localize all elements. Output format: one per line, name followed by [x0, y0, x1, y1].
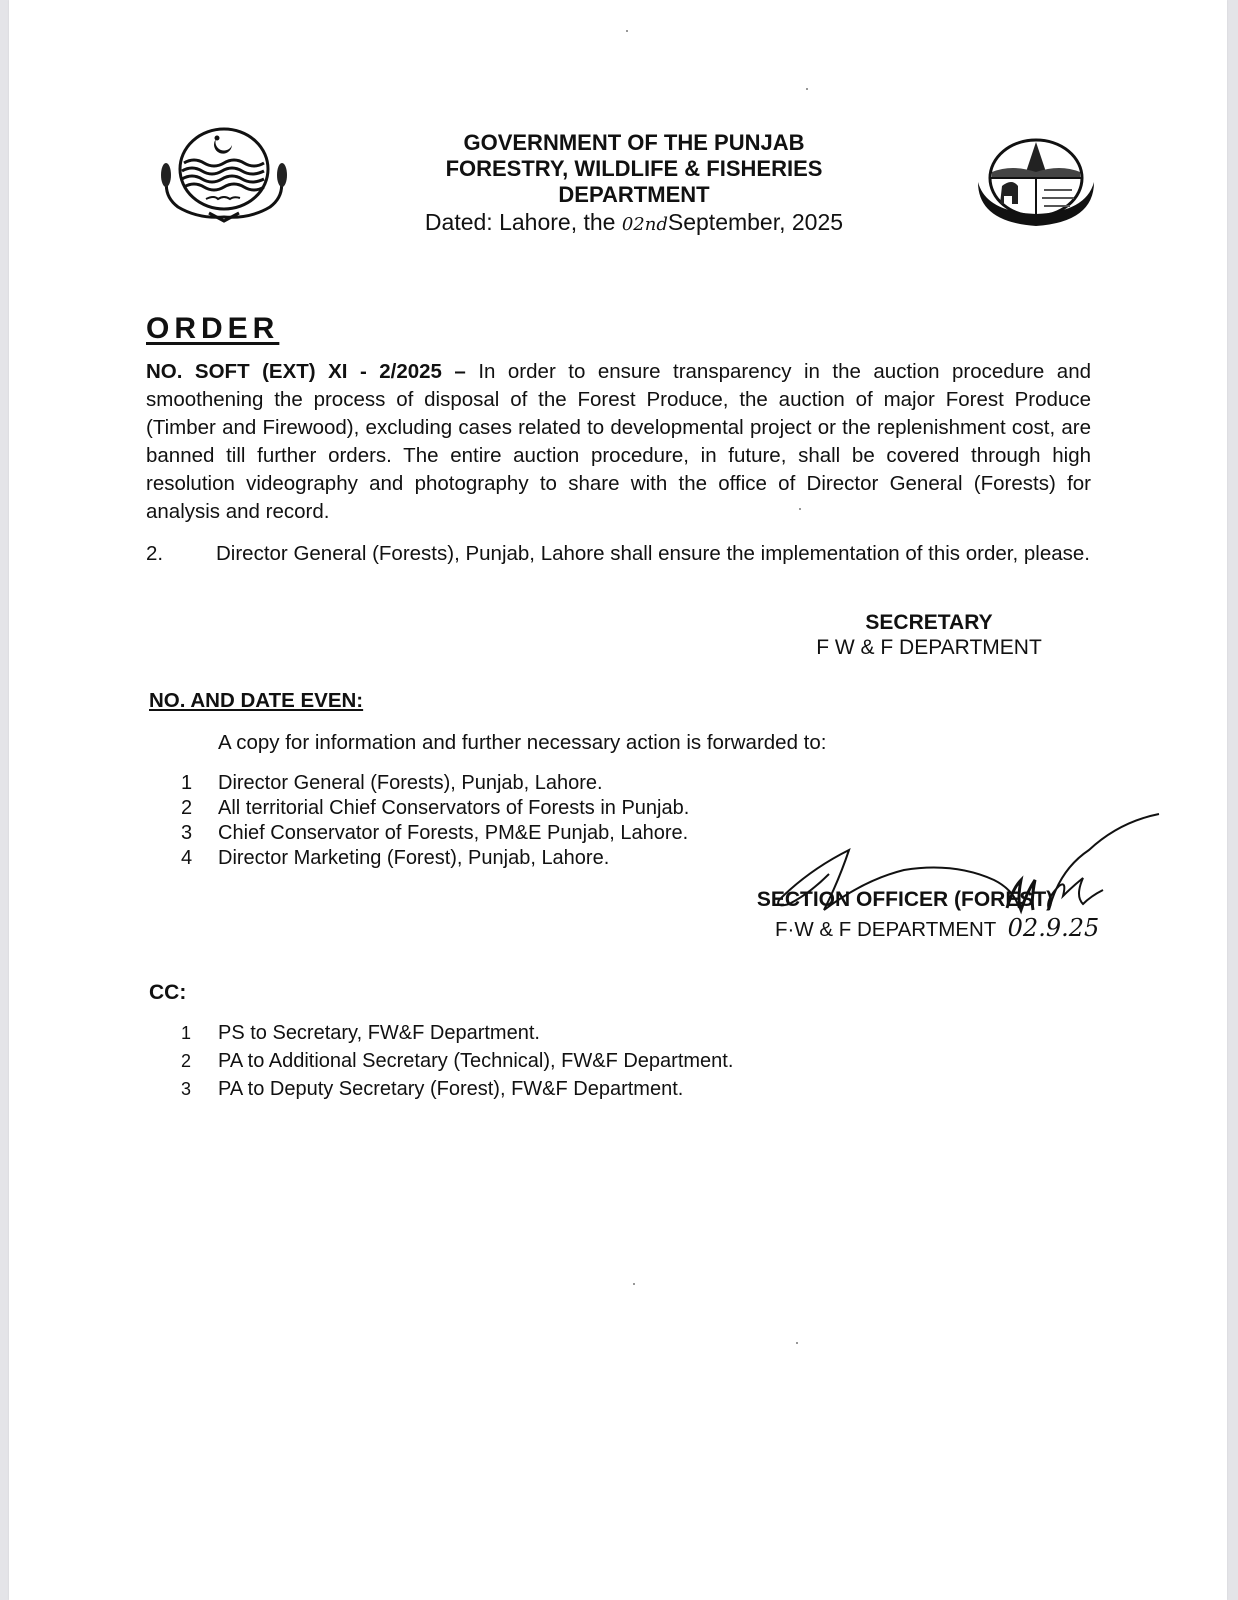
scan-speck — [633, 1283, 635, 1285]
paragraph-number: 2. — [146, 542, 164, 565]
scan-speck — [626, 30, 628, 32]
order-paragraph-2 — [146, 540, 1091, 568]
list-item: 2 PA to Additional Secretary (Technical), FW&F Department. — [181, 1050, 734, 1072]
cc-label: CC: — [149, 981, 187, 1004]
order-body: In order to ensure transparency in the auction procedure and smoothening the process of disposal of the Forest Produce, the auction of major Forest Produce (Timber and Firewood), excluding cases related to developmental project or the replenishment cost, are banned till further orders. The entire auction procedure, in future, shall be covered through high resolution videography and photography to share with the office of Director General (Forests) for analysis and record. — [146, 360, 1091, 523]
list-item: 3 PA to Deputy Secretary (Forest), FW&F Department. — [181, 1078, 684, 1100]
punjab-government-emblem-icon — [154, 125, 294, 225]
header-government-title: GOVERNMENT OF THE PUNJAB — [463, 130, 805, 155]
scan-speck — [799, 508, 801, 510]
cc-list — [181, 1019, 733, 1103]
list-item: 3 Chief Conservator of Forests, PM&E Punjab, Lahore. — [181, 822, 689, 844]
list-item: 2 All territorial Chief Conservators of Forests in Punjab. — [181, 797, 690, 819]
header-date — [309, 209, 959, 236]
paragraph-2-text: Director General (Forests), Punjab, Lahore shall ensure the implementation of this order, please. — [216, 542, 1090, 565]
secretary-title: SECRETARY — [865, 611, 993, 634]
order-title: ORDER — [146, 312, 280, 345]
order-number: NO. SOFT (EXT) XI - 2/2025 – — [146, 360, 466, 383]
list-item: 4 Director Marketing (Forest), Punjab, Lahore. — [181, 847, 610, 869]
forestry-department-emblem-icon — [964, 128, 1109, 230]
scan-speck — [806, 88, 808, 90]
date-prefix: Dated: Lahore, the — [424, 209, 622, 235]
recipient-list — [181, 771, 689, 871]
header-department-title-2: DEPARTMENT — [558, 182, 710, 207]
handwritten-sign-date: 02.9.25 — [1007, 914, 1100, 942]
order-paragraph-1 — [146, 358, 1091, 526]
secretary-department: F W & F DEPARTMENT — [816, 636, 1042, 659]
endorsement-heading: NO. AND DATE EVEN: — [149, 689, 364, 712]
section-officer-title: SECTION OFFICER (FOREST) — [756, 888, 1054, 911]
document-page — [9, 0, 1227, 1600]
endorsement-intro: A copy for information and further necessary action is forwarded to: — [218, 731, 827, 754]
list-item: 1 PS to Secretary, FW&F Department. — [181, 1022, 540, 1044]
header-department-title: FORESTRY, WILDLIFE & FISHERIES — [445, 156, 823, 181]
list-item: 1 Director General (Forests), Punjab, Lahore. — [181, 772, 603, 794]
scan-speck — [796, 1342, 798, 1344]
date-handwritten: 02nd — [621, 214, 668, 235]
date-suffix: September, 2025 — [667, 209, 844, 235]
section-officer-department: F·W & F DEPARTMENT 02.9.25 — [775, 914, 1100, 942]
